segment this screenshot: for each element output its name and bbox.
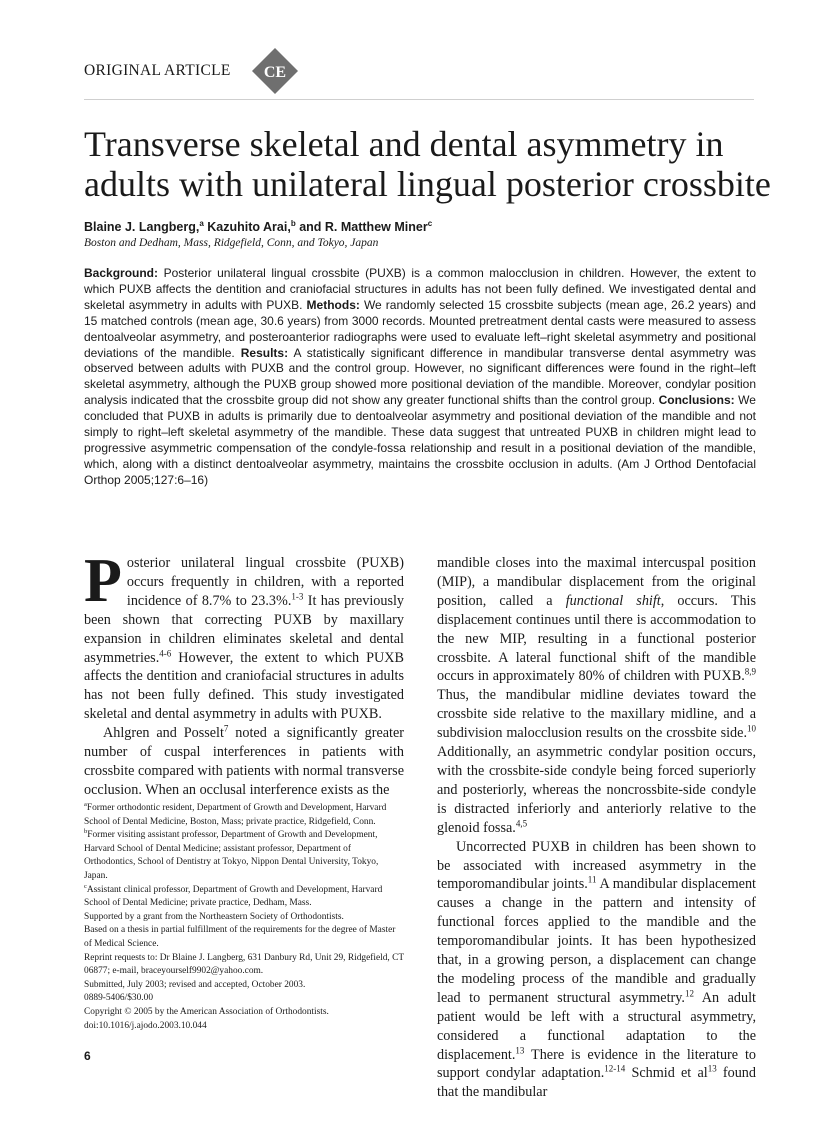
paragraph-text: Schmid et al: [625, 1065, 708, 1082]
footnote-doi[interactable]: doi:10.1016/j.ajodo.2003.10.044: [84, 1020, 207, 1031]
paragraph-text: Uncorrected PUXB in children has been shown to be associated with increased asymmetry in the temporomandibular joints.: [437, 838, 756, 893]
paragraph-text: However, the extent to which PUXB affects the dentition and craniofacial structures in adults has not been fully defined. This study investigated skeletal and dental asymmetry in adults with PUXB.: [84, 649, 404, 723]
abstract-results-label: Results:: [240, 345, 289, 360]
footnote-thesis: Based on a thesis in partial fulfillment of the requirements for the degree of Master of Medical Science.: [84, 925, 396, 949]
footnote-text: Assistant clinical professor, Department of Growth and Development, Harvard School of Dental Medicine; private practice, Dedham, Mass.: [84, 884, 383, 909]
ce-logo-text: CE: [263, 64, 287, 81]
footnote-c: [84, 884, 404, 911]
footnote-text: Former visiting assistant professor, Department of Growth and Development, Harvard School of Dental Medicine; assistant professor, Department of Orthodontics, School of Dentistry at Tokyo, Nippon Dental University, Tokyo, Japan.: [84, 830, 379, 881]
reference-citation[interactable]: 13: [515, 1044, 525, 1055]
footnote-mark: c: [84, 882, 87, 890]
footnote-reprint: Reprint requests to: Dr Blaine J. Langberg, 631 Danbury Rd, Unit 29, Ridgefield, CT 06877; e-mail, braceyourself9902@yahoo.com.: [84, 952, 404, 977]
footnote-price: 0889-5406/$30.00: [84, 993, 154, 1004]
paragraph-text: It has previously been shown that correcting PUXB by maxillary expansion in children eliminates skeletal and dental asymmetries.: [84, 592, 405, 666]
body-column-left: [84, 547, 405, 800]
body-paragraph: [84, 724, 404, 800]
paragraph-text: noted a significantly greater number of cuspal interferences in patients with crossbite compared with patients with normal transverse occlusion. When an occlusal interference exists as the: [84, 725, 404, 798]
paragraph-text: There is evidence in the literature to support condylar adaptation.: [437, 1046, 756, 1082]
reference-citation[interactable]: 8,9: [744, 666, 756, 677]
footnote-a: [84, 802, 404, 829]
body-column-right: [437, 554, 756, 1102]
abstract-conclusions-text: We concluded that PUXB in adults is primarily due to dentoalveolar asymmetry and positional deviation of the mandible and not simply to right–left skeletal asymmetry of the mandible. These data suggest that untreated PUXB in children might lead to progressive asymmetric compensation of the condyle-fossa relationship and result in a positional deviation of the mandible, which, along with a distinct dentoalveolar asymmetry, maintains the crossbite occlusion in adults.: [84, 393, 756, 471]
author-affiliation-mark: a: [199, 219, 204, 228]
reference-citation[interactable]: 1-3: [291, 591, 304, 602]
abstract-background-text: Posterior unilateral lingual crossbite (PUXB) is a common malocclusion in children. However, the extent to which PUXB affects the dentition and craniofacial structures in adults has not been fully defined. We investigated dental and skeletal asymmetry in adults with PUXB.: [84, 266, 756, 312]
article-title: Transverse skeletal and dental asymmetry in adults with unilateral lingual posterior crossbite: [84, 124, 771, 204]
footnote-mark: b: [84, 828, 88, 836]
footnote-mark: a: [84, 800, 87, 808]
drop-cap: P: [84, 547, 122, 615]
section-label: ORIGINAL ARTICLE: [84, 62, 231, 79]
abstract-methods-label: Methods:: [306, 297, 360, 312]
footnote-support: Supported by a grant from the Northeastern Society of Orthodontists.: [84, 911, 344, 922]
header-rule: [84, 99, 754, 100]
abstract: [84, 266, 756, 489]
paragraph-text: found that the mandibular: [437, 1065, 756, 1101]
reference-citation[interactable]: 11: [587, 874, 597, 885]
paragraph-text: mandible closes into the maximal intercuspal position (MIP), a mandibular displacement from the original position, called a: [437, 555, 756, 609]
footnote-copyright: Copyright © 2005 by the American Association of Orthodontists.: [84, 1006, 329, 1017]
author-name: and R. Matthew Miner: [299, 220, 428, 235]
author-affiliation-mark: b: [290, 219, 296, 228]
abstract-results-text: A statistically significant difference in mandibular transverse dental asymmetry was observed between adults with PUXB and the control group. However, no significant differences were found in the right–left skeletal asymmetry, although the PUXB group showed more positional deviation of the mandible. Moreover, condylar position analysis indicated that the crossbite group did not show any greater functional shifts than the control group.: [84, 345, 757, 408]
author-list: [84, 219, 432, 234]
paragraph-text: An adult patient would be left with a structural asymmetry, considered a functional adaptation to the displacement.: [437, 989, 756, 1063]
paragraph-text: osterior unilateral lingual crossbite (PUXB) occurs frequently in children, with a reported incidence of 8.7% to 23.3%.: [126, 555, 404, 609]
abstract-conclusions-label: Conclusions:: [658, 393, 735, 408]
abstract-methods-text: We randomly selected 15 crossbite subjects (mean age, 26.2 years) and 15 matched controls (mean age, 30.6 years) from 3000 records. Mounted pretreatment dental casts were measured to assess dentoalveolar asymmetry, and posteroanterior radiographs were used to evaluate left–right skeletal asymmetry and positional deviations of the mandible.: [84, 297, 756, 360]
paragraph-text: A mandibular displacement causes a change in the pattern and intensity of functional forces applied to the mandible and the temporomandibular joints. It has been hypothesized that, in a growing person, a displacement can change the modeling process of the mandible and gradually lead to permanent structural asymmetry.: [437, 876, 756, 1006]
body-paragraph: [84, 547, 405, 724]
body-paragraph: [437, 554, 756, 838]
reference-citation[interactable]: 10: [747, 723, 756, 734]
page-number: 6: [84, 1049, 91, 1063]
footnote-text: Former orthodontic resident, Department of Growth and Development, Harvard School of Dental Medicine, Boston, Mass; private practice, Ridgefield, Conn.: [84, 803, 387, 827]
reference-citation[interactable]: 7: [223, 723, 229, 734]
footnote-b: [84, 829, 404, 883]
paragraph-text: Additionally, an asymmetric condylar position occurs, with the crossbite-side condyle being forced superiorly and posteriorly, whereas the noncrossbite-side condyle is distracted inferiorly and anteriorly relative to the glenoid fossa.: [437, 744, 756, 836]
footnotes: [84, 802, 404, 1033]
footnote-submitted: Submitted, July 2003; revised and accepted, October 2003.: [84, 979, 306, 990]
ce-logo: [251, 47, 299, 95]
author-locations: Boston and Dedham, Mass, Ridgefield, Conn, and Tokyo, Japan: [84, 237, 379, 249]
paragraph-text: Ahlgren and Posselt: [103, 725, 224, 742]
reference-citation[interactable]: 13: [707, 1063, 717, 1074]
emphasis-term: functional shift: [565, 592, 661, 609]
abstract-background-label: Background:: [84, 266, 159, 280]
reference-citation[interactable]: 4,5: [515, 817, 528, 828]
paragraph-text: , occurs. This displacement continues until there is accommodation to the new MIP, resulting in a functional posterior crossbite. A lateral functional shift of the mandible occurs in approximately 80% of children with PUXB.: [437, 592, 756, 685]
author-affiliation-mark: c: [427, 219, 433, 228]
reference-citation[interactable]: 4-6: [159, 647, 172, 658]
author-name: Blaine J. Langberg,: [84, 220, 200, 235]
author-name: Kazuhito Arai,: [207, 220, 291, 235]
paragraph-text: Thus, the mandibular midline deviates toward the crossbite side relative to the maxillary midline, and a subdivision malocclusion results on the crossbite side.: [437, 687, 756, 742]
abstract-citation: (Am J Orthod Dentofacial Orthop 2005;127:6–16): [84, 456, 756, 487]
body-paragraph: [437, 838, 756, 1103]
reference-citation[interactable]: 12-14: [604, 1063, 626, 1074]
reference-citation[interactable]: 12: [684, 988, 694, 999]
